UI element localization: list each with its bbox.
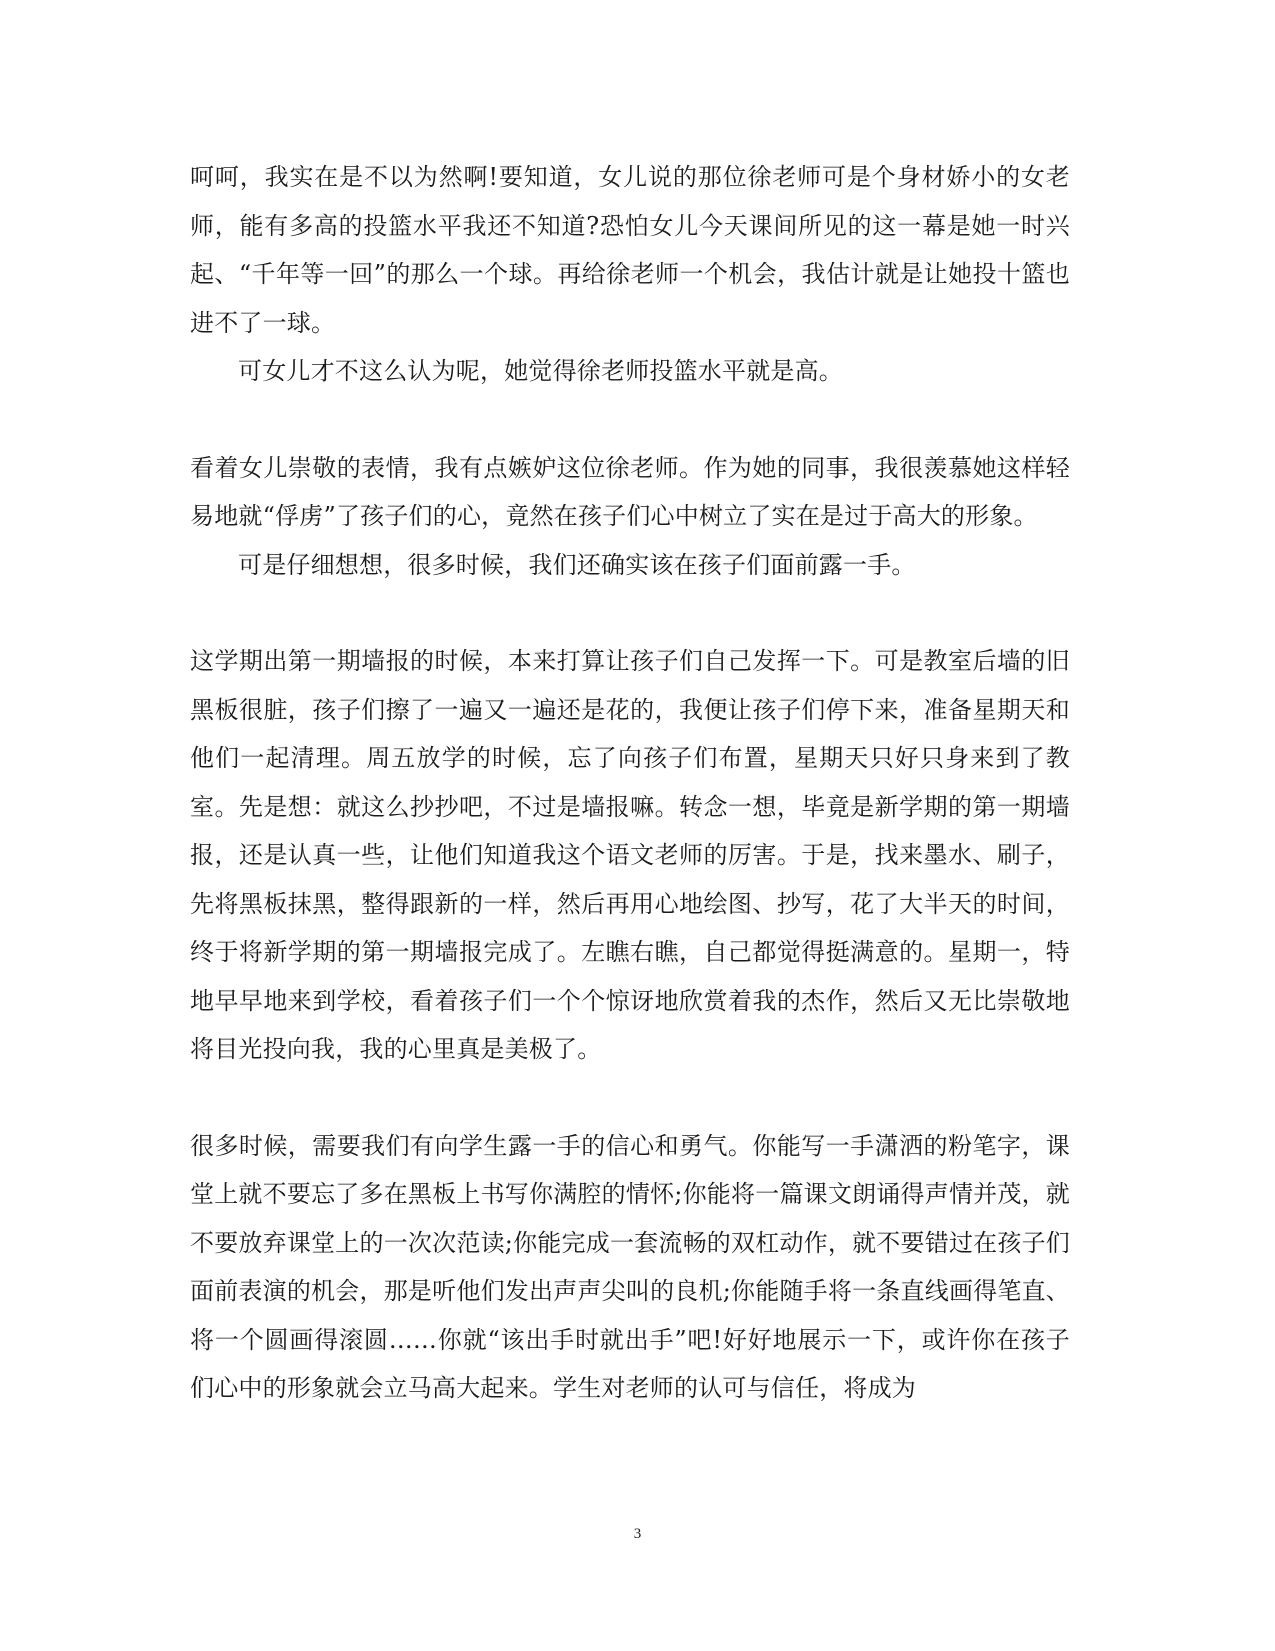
paragraph-6: 很多时候，需要我们有向学生露一手的信心和勇气。你能写一手潇洒的粉笔字，课堂上就不要忘了多在黑板上书写你满腔的情怀;你能将一篇课文朗诵得声情并茂，就不要放弃课堂上的一次次范读;你能完成一套流畅的双杠动作，就不要错过在孩子们面前表演的机会，那是听他们发出声声尖叫的良机;你能随手将一条直线画得笔直、将一个圆画得滚圆……你就“该出手时就出手”吧!好好地展示一下，或许你在孩子们心中的形象就会立马高大起来。学生对老师的认可与信任，将成为	[190, 1131, 1070, 1402]
paragraph-4: 可是仔细想想，很多时候，我们还确实该在孩子们面前露一手。	[238, 550, 916, 579]
paragraph-1: 呵呵，我实在是不以为然啊!要知道，女儿说的那位徐老师可是个身材娇小的女老师，能有多高的投篮水平我还不知道?恐怕女儿今天课间所见的这一幕是她一时兴起、“千年等一回”的那么一个球。再给徐老师一个机会，我估计就是让她投十篮也进不了一球。	[190, 163, 1070, 337]
paragraph-3: 看着女儿崇敬的表情，我有点嫉妒这位徐老师。作为她的同事，我很羡慕她这样轻易地就“俘虏”了孩子们的心，竟然在孩子们心中树立了实在是过于高大的形象。	[190, 453, 1070, 530]
page-number: 3	[633, 1526, 642, 1542]
document-body	[190, 153, 1070, 1413]
paragraph-5: 这学期出第一期墙报的时候，本来打算让孩子们自己发挥一下。可是教室后墙的旧黑板很脏，孩子们擦了一遍又一遍还是花的，我便让孩子们停下来，准备星期天和他们一起清理。周五放学的时候，忘了向孩子们布置，星期天只好只身来到了教室。先是想：就这么抄抄吧，不过是墙报嘛。转念一想，毕竟是新学期的第一期墙报，还是认真一些，让他们知道我这个语文老师的厉害。于是，找来墨水、刷子，先将黑板抹黑，整得跟新的一样，然后再用心地绘图、抄写，花了大半天的时间，终于将新学期的第一期墙报完成了。左瞧右瞧，自己都觉得挺满意的。星期一，特地早早地来到学校，看着孩子们一个个惊讶地欣赏着我的杰作，然后又无比崇敬地将目光投向我，我的心里真是美极了。	[190, 647, 1070, 1063]
paragraph-spacer	[190, 1074, 1070, 1122]
paragraph-2: 可女儿才不这么认为呢，她觉得徐老师投篮水平就是高。	[238, 357, 843, 385]
paragraph-spacer	[190, 396, 1070, 444]
paragraph-spacer	[190, 589, 1070, 637]
